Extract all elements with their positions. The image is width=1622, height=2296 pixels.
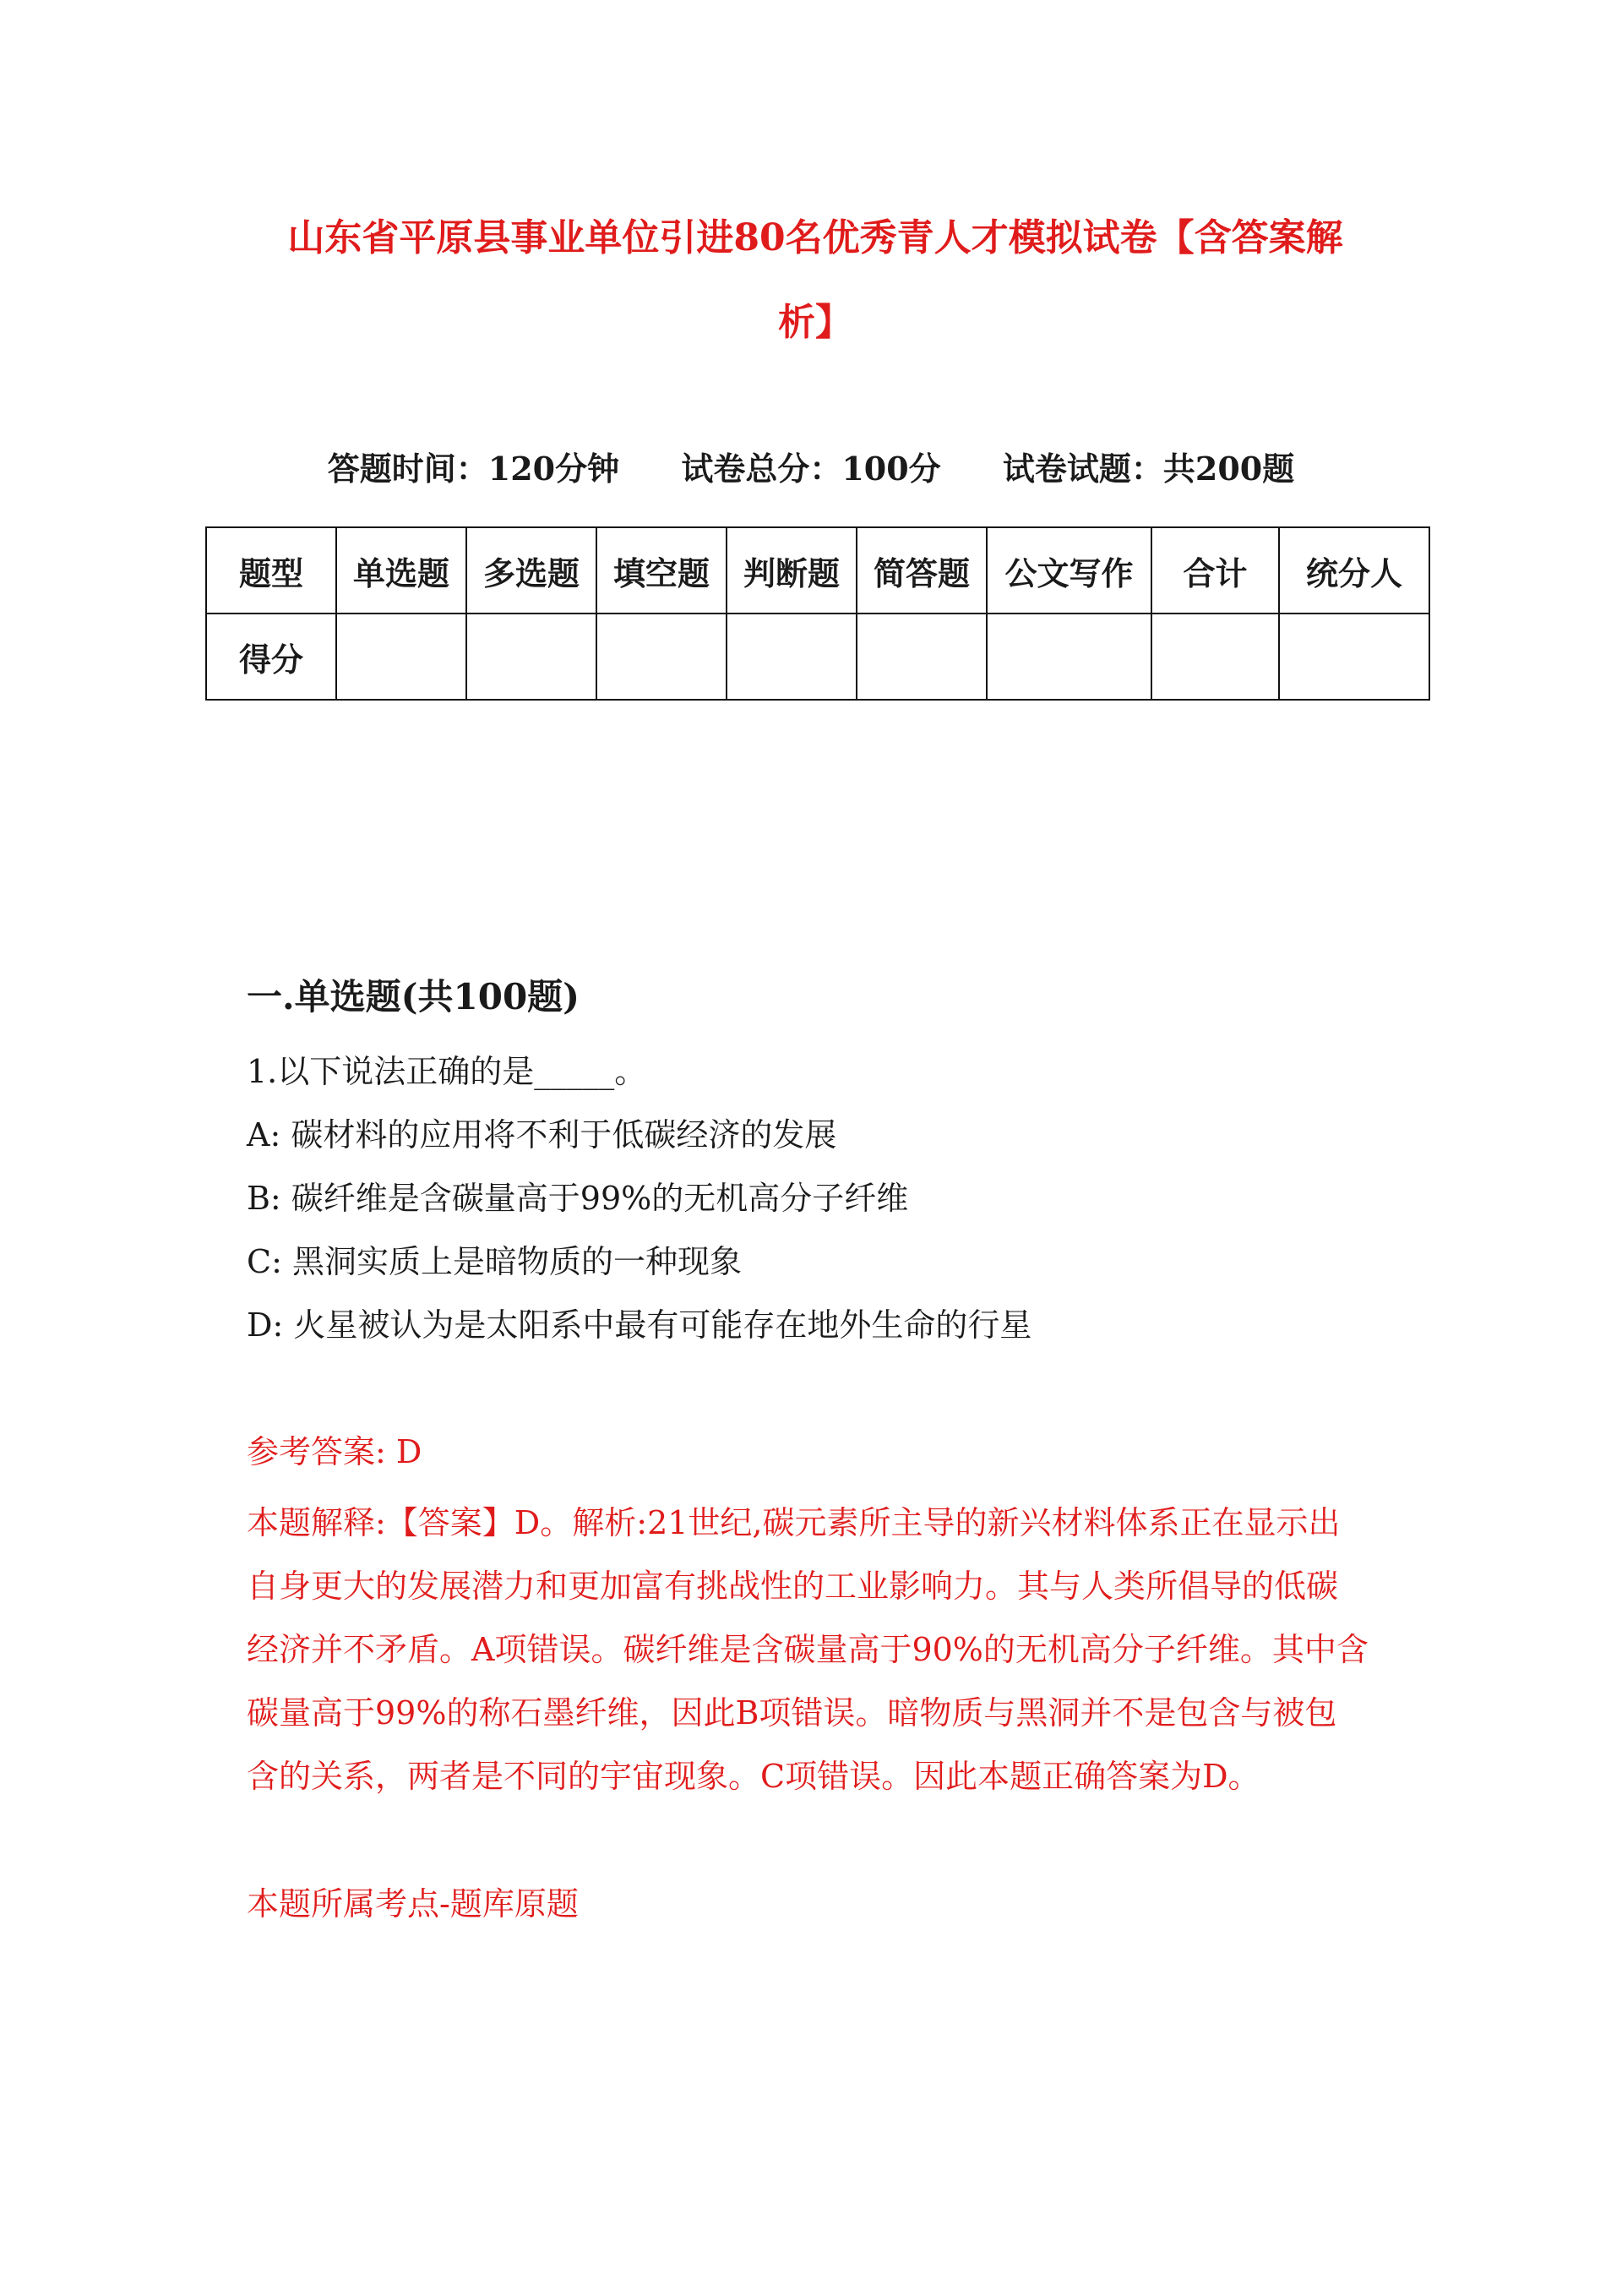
score-cell-empty (466, 614, 596, 700)
score-cell-empty (857, 614, 987, 700)
score-header-cell: 简答题 (857, 527, 987, 614)
document-title-line-2: 析】 (778, 301, 852, 344)
score-header-cell: 多选题 (466, 527, 596, 614)
exam-question-count: 试卷试题：共200题 (1002, 450, 1295, 488)
exam-total-score: 试卷总分：100分 (681, 450, 941, 488)
option-c: C: 黑洞实质上是暗物质的一种现象 (247, 1243, 742, 1280)
score-header-cell: 公文写作 (987, 527, 1151, 614)
exam-meta (203, 444, 1419, 494)
score-cell-empty (1151, 614, 1279, 700)
score-cell-empty (596, 614, 727, 700)
reference-answer: 参考答案: D (247, 1433, 422, 1470)
option-a: A: 碳材料的应用将不利于低碳经济的发展 (247, 1116, 837, 1153)
question-stem: 1.以下说法正确的是_____。 (247, 1053, 647, 1090)
score-table-header-row (206, 527, 1429, 614)
score-header-cell: 统分人 (1279, 527, 1429, 614)
score-row-label: 得分 (206, 614, 336, 700)
question-topic: 本题所属考点-题库原题 (247, 1885, 579, 1922)
answer-explanation (247, 1492, 1387, 1808)
option-d: D: 火星被认为是太阳系中最有可能存在地外生命的行星 (247, 1306, 1032, 1344)
section-heading: 一.单选题(共100题) (247, 976, 580, 1017)
explanation-line: 含的关系，两者是不同的宇宙现象。C项错误。因此本题正确答案为D。 (247, 1758, 1260, 1795)
score-header-cell: 单选题 (336, 527, 466, 614)
explanation-line: 本题解释:【答案】D。解析:21世纪,碳元素所主导的新兴材料体系正在显示出 (247, 1504, 1341, 1541)
score-header-cell: 填空题 (596, 527, 727, 614)
score-table (205, 526, 1430, 701)
option-b: B: 碳纤维是含碳量高于99%的无机高分子纤维 (247, 1180, 909, 1217)
explanation-line: 碳量高于99%的称石墨纤维，因此B项错误。暗物质与黑洞并不是包含与被包 (247, 1694, 1337, 1732)
score-header-cell: 题型 (206, 527, 336, 614)
score-header-cell: 合计 (1151, 527, 1279, 614)
score-cell-empty (987, 614, 1151, 700)
score-cell-empty (727, 614, 857, 700)
score-header-cell: 判断题 (727, 527, 857, 614)
score-cell-empty (1279, 614, 1429, 700)
explanation-line: 自身更大的发展潜力和更加富有挑战性的工业影响力。其与人类所倡导的低碳 (247, 1568, 1339, 1605)
document-title-line-1: 山东省平原县事业单位引进80名优秀青人才模拟试卷【含答案解 (287, 216, 1343, 259)
exam-time: 答题时间：120分钟 (327, 450, 620, 488)
score-cell-empty (336, 614, 466, 700)
explanation-line: 经济并不矛盾。A项错误。碳纤维是含碳量高于90%的无机高分子纤维。其中含 (247, 1631, 1369, 1668)
score-table-score-row (206, 614, 1429, 700)
